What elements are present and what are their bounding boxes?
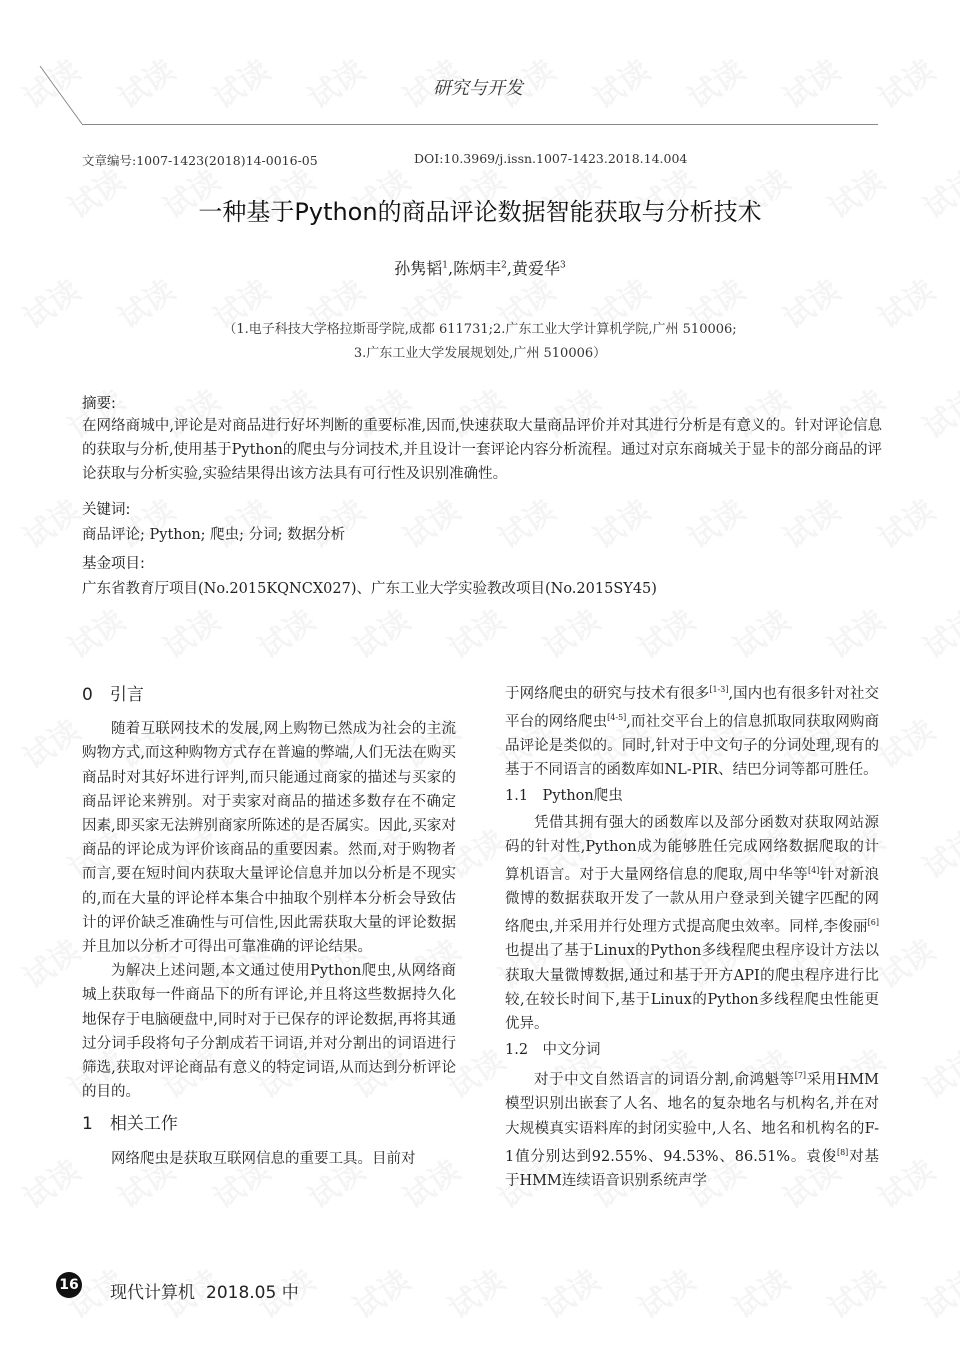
watermark-text (343, 1257, 417, 1327)
watermark-text (628, 1257, 702, 1327)
keywords-label: 关键词: (82, 502, 131, 518)
section-tag: 研究与开发 (433, 78, 523, 99)
text-run: 于网络爬虫的研究与技术有很多 (505, 685, 710, 702)
author-affiliation-mark: 3 (559, 260, 566, 271)
watermark-text (13, 487, 87, 557)
abstract-label: 摘要: (82, 396, 116, 412)
text-run: ,而社交平台上的信息抓取同获取网购商品评论是类似的。同时,针对于中文句子的分词处理,现有的基于不同语言的函数库如NL-PIR、结巴分词等都可胜任。 (505, 713, 880, 779)
watermark-text (13, 707, 87, 777)
paragraph (505, 678, 879, 782)
affiliation-line: 3.广东工业大学发展规划处,广州 510006） (353, 346, 607, 361)
paper-title: 一种基于Python的商品评论数据智能获取与分析技术 (198, 198, 762, 226)
author-name: 黄爱华 (511, 259, 560, 278)
citation: [6] (867, 918, 879, 928)
paragraph (505, 1064, 879, 1193)
header-rule (82, 124, 878, 125)
citation: [4] (808, 866, 820, 876)
paragraph: 网络爬虫是获取互联网信息的重要工具。目前对 (111, 1150, 416, 1167)
affiliation-line: （1.电子科技大学格拉斯哥学院,成都 611731;2.广东工业大学计算机学院,广州 510006; (223, 322, 737, 337)
watermark-text (438, 1257, 512, 1327)
watermark-text (913, 1257, 960, 1327)
watermark-text (913, 377, 960, 447)
watermark-text (58, 597, 132, 667)
watermark-text (818, 1257, 892, 1327)
text-run: 对于中文自然语言的词语分割,俞鸿魁等 (534, 1072, 795, 1089)
section-heading-related-work: 1 相关工作 (82, 1114, 178, 1135)
paragraph: 为解决上述问题,本文通过使用Python爬虫,从网络商城上获取每一件商品下的所有评论,并且将这些数据持久化地保存于电脑硬盘中,同时对于已保存的评论数据,再将其通过分词手段将句子分割成若干词语,并对分割出的词语进行筛选,获取对评论商品有意义的特定词语,从而达到分析评论的目的。 (82, 963, 456, 1101)
paragraph (505, 811, 879, 1036)
right-column (505, 678, 879, 1193)
doi: DOI:10.3969/j.issn.1007-1423.2018.14.004 (414, 151, 688, 166)
author-affiliation-mark: 1 (442, 260, 449, 271)
citation: [8] (836, 1147, 849, 1157)
author-name: 陈炳丰 (453, 259, 502, 278)
watermark-text (723, 1257, 797, 1327)
funding-text: 广东省教育厅项目(No.2015KQNCX027)、广东工业大学实验教改项目(No.2015SY45) (82, 581, 657, 597)
watermark-text (818, 597, 892, 667)
text-run: 采用HMM模型识别出嵌套了人名、地名的复杂地名与机构名,并在对大规模真实语料库的封闭实验中,人名、地名和机构名的F-1值分别达到92.55%、94.53%、86.51%。袁俊 (505, 1072, 880, 1165)
header-decoration (0, 0, 960, 140)
paragraph: 随着互联网技术的发展,网上购物已然成为社会的主流购物方式,而这种购物方式存在普遍的弊端,人们无法在购买商品时对其好坏进行评判,而只能通过商家的描述与买家的商品评论来辨别。对于卖家对商品的描述多数存在不确定因素,即买家无法辨别商家所陈述的是否属实。因此,买家对商品的评论成为评价该商品的重要因素。然而,对于购物者而言,要在短时间内获取大量评论信息并加以分析是不现实的,而在大量的评论样本集合中抽取个别样本分析会导致估计的评价缺乏准确性与可信性,因此需获取大量的评论数据并且加以分析才可得出可靠准确的评论结果。 (82, 721, 456, 956)
text-run: 对基于HMM连续语音识别系统声学 (505, 1148, 880, 1189)
left-column (82, 677, 456, 1171)
watermark-text (153, 597, 227, 667)
author-name: 孙隽韬 (394, 259, 443, 278)
article-id: 文章编号:1007-1423(2018)14-0016-05 (82, 153, 318, 168)
watermark-text (913, 1037, 960, 1107)
journal-name: 现代计算机 (110, 1283, 195, 1303)
citation: [7] (794, 1071, 807, 1081)
abstract-text: 在网络商城中,评论是对商品进行好坏判断的重要标准,因而,快速获取大量商品评价并对其进行分析是有意义的。针对评论信息的获取与分析,使用基于Python的爬虫与分词技术,并且设计一套评论内容分析流程。通过对京东商城关于显卡的部分商品的评论获取与分析实验,实验结果得出该方法具有可行性及识别准确性。 (82, 418, 882, 482)
text-run: 凭借其拥有强大的函数库以及部分函数对获取网站源码的针对性,Python成为能够胜任完成网络数据爬取的计算机语言。对于大量网络信息的爬取,周中华等 (505, 814, 879, 883)
funding-label: 基金项目: (82, 556, 145, 572)
citation: [4-5] (607, 713, 627, 723)
subsection-heading-crawler: 1.1 Python爬虫 (505, 788, 623, 805)
journal-issue: 2018.05 中 (206, 1283, 299, 1303)
watermark-text (533, 597, 607, 667)
watermark-text (628, 597, 702, 667)
watermark-text (343, 597, 417, 667)
text-run: 针对新浪微博的数据获取开发了一款从用户登录到关键字匹配的网络爬虫,并采用并行处理方式提高爬虫效率。同样,李俊丽 (505, 866, 879, 936)
author-affiliation-mark: 2 (501, 260, 507, 271)
section-heading-introduction: 0 引言 (82, 685, 144, 705)
watermark-text (248, 597, 322, 667)
watermark-text (913, 817, 960, 887)
watermark-text (723, 597, 797, 667)
text-run: ,国内也有很多针对社交平台的网络爬虫 (505, 685, 880, 730)
watermark-text (913, 597, 960, 667)
watermark-text (13, 1147, 87, 1217)
subsection-heading-segmentation: 1.2 中文分词 (505, 1042, 601, 1059)
keywords-text: 商品评论; Python; 爬虫; 分词; 数据分析 (82, 527, 346, 543)
text-run: 也提出了基于Linux的Python多线程爬虫程序设计方法以获取大量微博数据,通过和基于开方API的爬虫程序进行比较,在较长时间下,基于Linux的Python多线程爬虫性能更优异。 (505, 943, 879, 1032)
watermark-text (438, 597, 512, 667)
watermark-text (533, 1257, 607, 1327)
citation: [1-3] (709, 685, 729, 694)
watermark-text (13, 927, 87, 997)
author-list: 孙隽韬$^1$,陈炳丰$^2$,黄爱华$^3$ (394, 259, 566, 278)
page-number-badge: 16 (56, 1272, 82, 1298)
